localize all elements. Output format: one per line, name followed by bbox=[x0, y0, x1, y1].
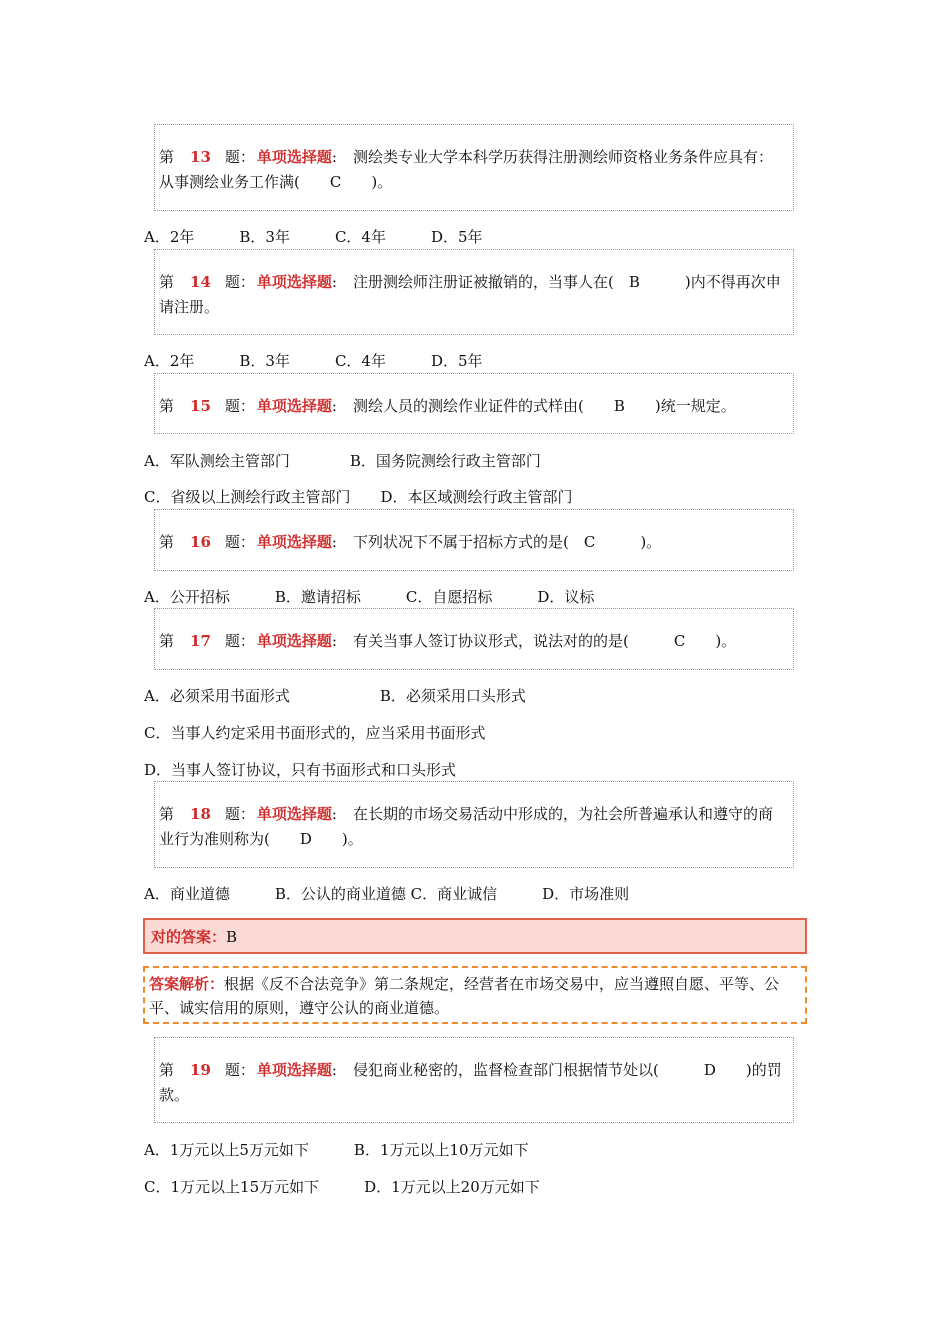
question-colon: : bbox=[331, 397, 337, 415]
question-type: 单项选择题 bbox=[256, 273, 332, 291]
question-number: 17 bbox=[190, 632, 211, 650]
options-line: A．公开招标 B．邀请招标 C．自愿招标 D．议标 bbox=[144, 588, 595, 606]
question-number: 18 bbox=[190, 805, 211, 823]
question-number: 15 bbox=[190, 397, 211, 415]
options-line: C．当事人约定采用书面形式的，应当采用书面形式 bbox=[144, 724, 486, 742]
correct-answer-box bbox=[143, 918, 807, 954]
question-colon: : bbox=[331, 533, 337, 551]
question-type: 单项选择题 bbox=[256, 632, 332, 650]
options-line: A．商业道德 B．公认的商业道德 C．商业诚信 D．市场准则 bbox=[144, 885, 630, 903]
question-type: 单项选择题 bbox=[256, 805, 332, 823]
question-suffix: 题： bbox=[224, 533, 255, 551]
question-prefix: 第 bbox=[159, 397, 175, 415]
answer-explanation-box bbox=[143, 966, 807, 1024]
question-prefix: 第 bbox=[159, 533, 175, 551]
question-suffix: 题： bbox=[224, 632, 255, 650]
question-colon: : bbox=[331, 148, 337, 166]
options-line: A．2年 B．3年 C．4年 D．5年 bbox=[144, 352, 483, 370]
question-colon: : bbox=[331, 273, 337, 291]
question-stem: 测绘类专业大学本科学历获得注册测绘师资格业务条件应具有：从事测绘业务工作满( C )。 bbox=[159, 148, 773, 191]
question-type: 单项选择题 bbox=[256, 1061, 332, 1079]
question-prefix: 第 bbox=[159, 1061, 175, 1079]
question-type: 单项选择题 bbox=[256, 533, 332, 551]
options-line: D．当事人签订协议，只有书面形式和口头形式 bbox=[144, 761, 457, 779]
correct-answer-label: 对的答案： bbox=[151, 928, 227, 946]
options-line: A．1万元以上5万元如下 B．1万元以上10万元如下 bbox=[144, 1141, 529, 1159]
question-suffix: 题： bbox=[224, 805, 255, 823]
question-number: 14 bbox=[190, 273, 211, 291]
options-line: A．军队测绘主管部门 B．国务院测绘行政主管部门 bbox=[144, 452, 541, 470]
question-type: 单项选择题 bbox=[256, 148, 332, 166]
options-line: C．1万元以上15万元如下 D．1万元以上20万元如下 bbox=[144, 1178, 540, 1196]
options-line: C．省级以上测绘行政主管部门 D．本区域测绘行政主管部门 bbox=[144, 488, 573, 506]
answer-explanation-label: 答案解析： bbox=[149, 975, 225, 993]
question-number: 13 bbox=[190, 148, 211, 166]
answer-explanation-text: 根据《反不合法竞争》第二条规定，经营者在市场交易中，应当遵照自愿、平等、公平、诚实信用的原则，遵守公认的商业道德。 bbox=[149, 975, 780, 1017]
correct-answer-value: B bbox=[226, 928, 238, 946]
question-box-13 bbox=[154, 124, 794, 211]
question-prefix: 第 bbox=[159, 805, 175, 823]
question-type: 单项选择题 bbox=[256, 397, 332, 415]
question-prefix: 第 bbox=[159, 632, 175, 650]
question-colon: : bbox=[331, 1061, 337, 1079]
question-suffix: 题： bbox=[224, 148, 255, 166]
question-suffix: 题： bbox=[224, 397, 255, 415]
question-stem: 下列状况下不属于招标方式的是( C )。 bbox=[352, 533, 662, 551]
question-box-14 bbox=[154, 249, 794, 335]
question-stem: 在长期的市场交易活动中形成的，为社会所普遍承认和遵守的商业行为准则称为( D )。 bbox=[159, 805, 773, 848]
question-prefix: 第 bbox=[159, 273, 175, 291]
question-stem: 测绘人员的测绘作业证件的式样由( B )统一规定。 bbox=[352, 397, 736, 415]
question-stem: 有关当事人签订协议形式，说法对的的是( C )。 bbox=[352, 632, 737, 650]
question-box-18 bbox=[154, 781, 794, 868]
question-box-16 bbox=[154, 509, 794, 571]
question-prefix: 第 bbox=[159, 148, 175, 166]
options-line: A．必须采用书面形式 B．必须采用口头形式 bbox=[144, 687, 526, 705]
question-box-17 bbox=[154, 608, 794, 670]
question-number: 19 bbox=[190, 1061, 211, 1079]
question-box-19 bbox=[154, 1037, 794, 1123]
options-line: A．2年 B．3年 C．4年 D．5年 bbox=[144, 228, 483, 246]
question-colon: : bbox=[331, 632, 337, 650]
question-colon: : bbox=[331, 805, 337, 823]
question-suffix: 题： bbox=[224, 273, 255, 291]
question-number: 16 bbox=[190, 533, 211, 551]
question-stem: 注册测绘师注册证被撤销的，当事人在( B )内不得再次申请注册。 bbox=[159, 273, 781, 316]
question-box-15 bbox=[154, 373, 794, 434]
question-suffix: 题： bbox=[224, 1061, 255, 1079]
question-stem: 侵犯商业秘密的，监督检查部门根据情节处以( D )的罚款。 bbox=[159, 1061, 782, 1104]
